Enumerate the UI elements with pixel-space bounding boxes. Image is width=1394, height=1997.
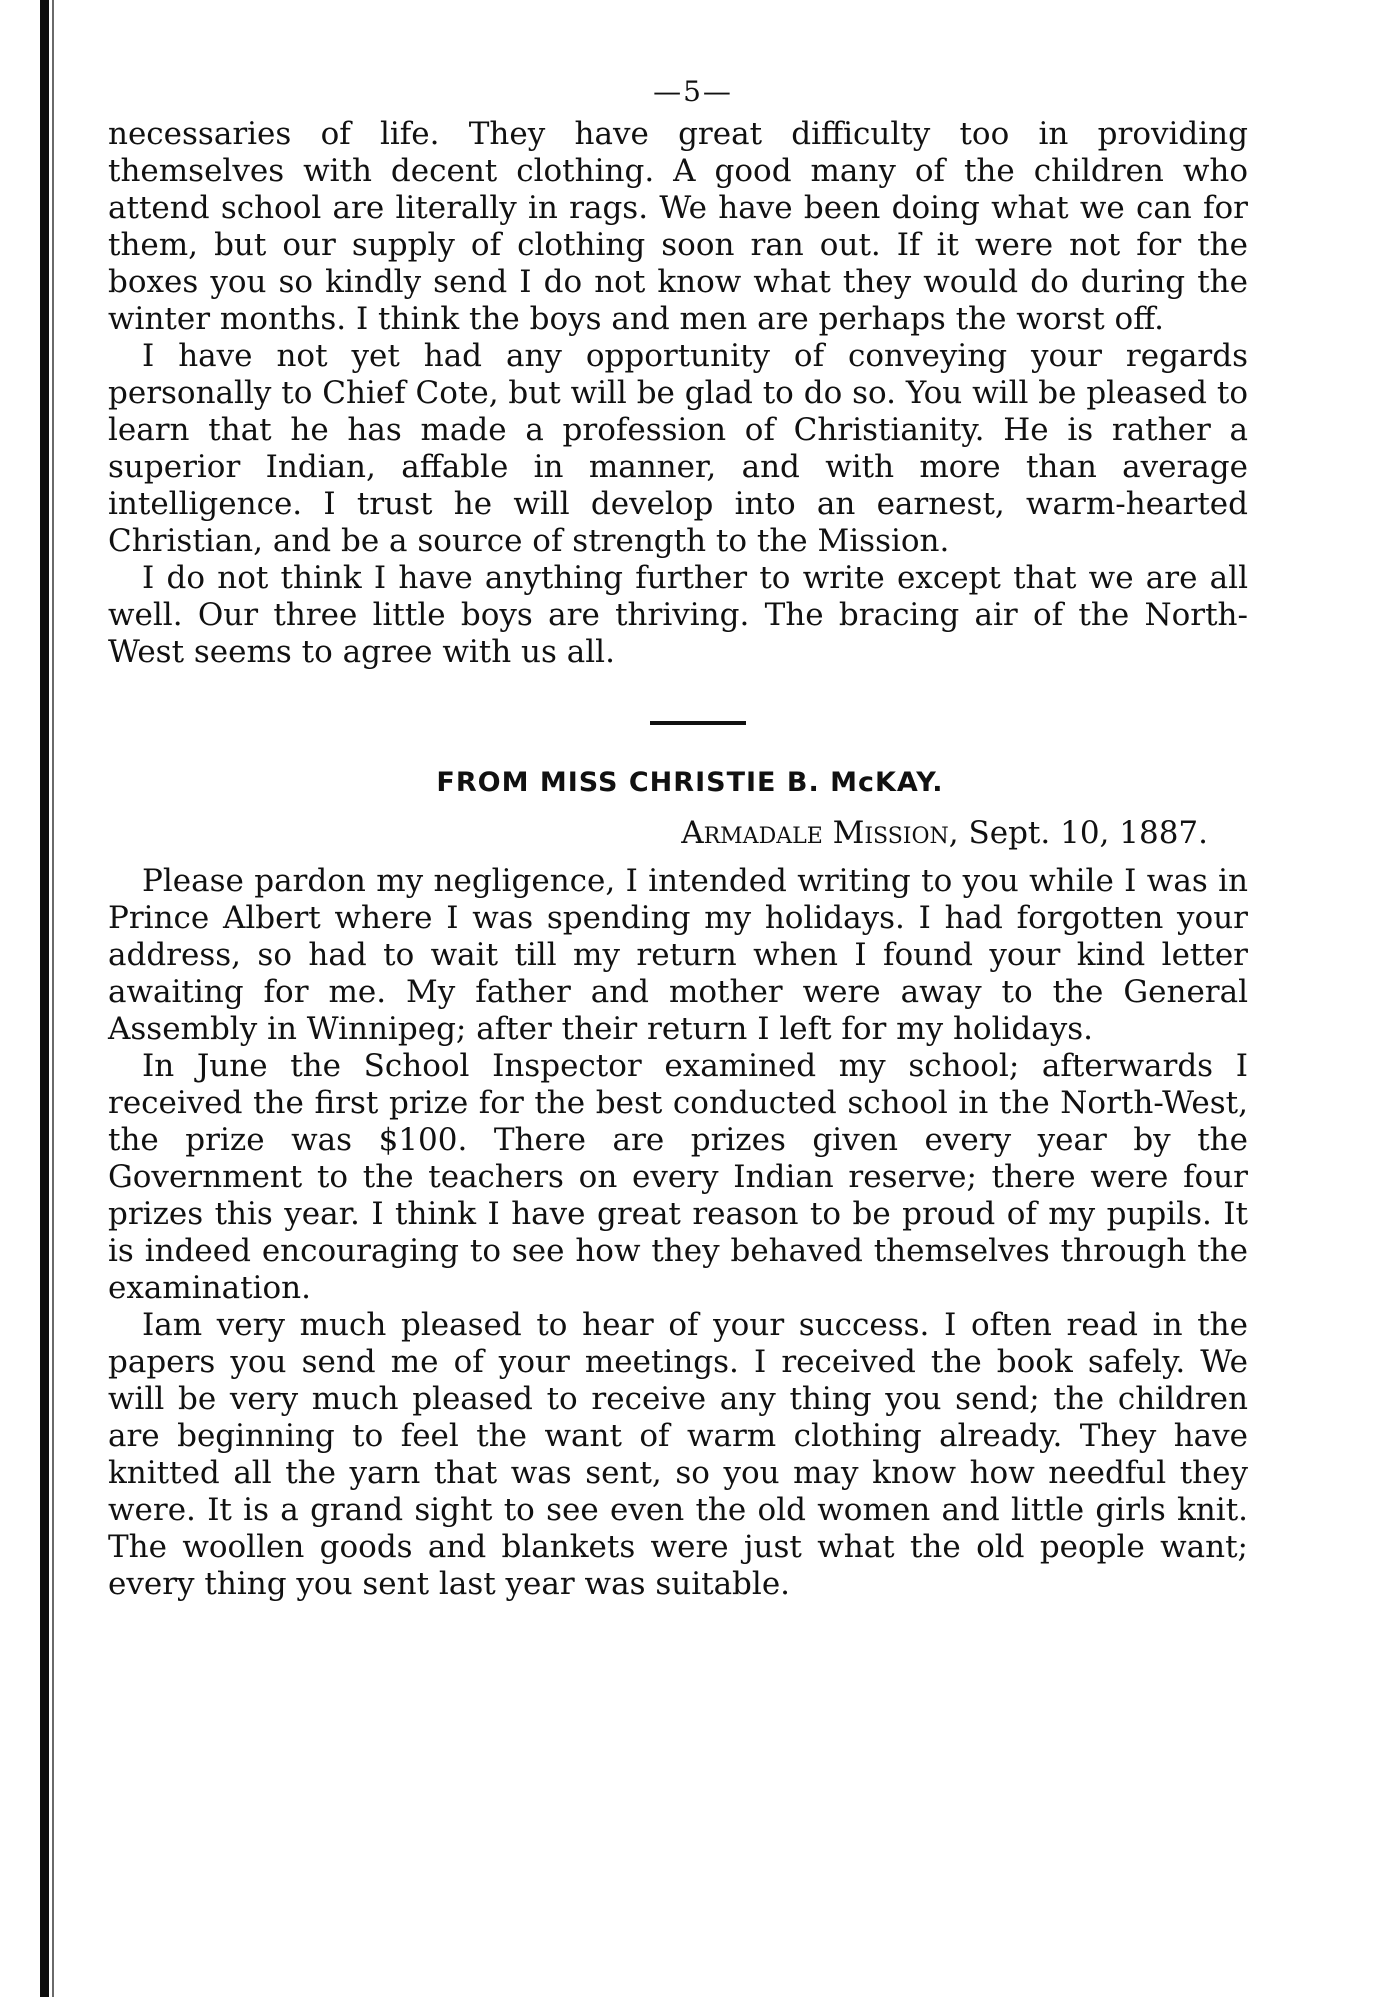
left-margin-rule-thin bbox=[52, 0, 54, 1997]
dateline bbox=[108, 813, 1208, 853]
letter-heading: FROM MISS CHRISTIE B. McKAY. bbox=[436, 767, 944, 798]
paragraph: I do not think I have anything further to write except that we are all well. Our three little boys are thriving. The bracing air of the North-West seems to agree with us all. bbox=[108, 560, 1248, 670]
document-page bbox=[108, 70, 1248, 1603]
left-margin-rule bbox=[40, 0, 49, 1997]
paragraph: In June the School Inspector examined my school; afterwards I received the first prize for the best conducted school in the North-West, the prize was $100. There are prizes given every year by the Government to the teachers on every Indian reserve; there were four prizes this year. I think I have great reason to be proud of my pupils. It is indeed encouraging to see how they behaved themselves through the examination. bbox=[108, 1048, 1248, 1306]
letter-section-2 bbox=[108, 763, 1248, 1603]
paragraph: Iam very much pleased to hear of your success. I often read in the papers you send me of your meetings. I received the book safely. We will be very much pleased to receive any thing you send; the children are beginning to feel the want of warm clothing already. They have knitted all the yarn that was sent, so you may know how needful they were. It is a grand sight to see even the old women and little girls knit. The woollen goods and blankets were just what the old people want; every thing you sent last year was suitable. bbox=[108, 1307, 1248, 1602]
section-divider bbox=[650, 721, 746, 725]
paragraph: Please pardon my negligence, I intended writing to you while I was in Prince Albert where I was spending my holidays. I had forgotten your address, so had to wait till my return when I found your kind letter awaiting for me. My father and mother were away to the General Assembly in Winnipeg; after their return I left for my holidays. bbox=[108, 863, 1248, 1047]
dateline-place: Armadale Mission, bbox=[681, 815, 959, 851]
dateline-date: Sept. 10, 1887. bbox=[968, 815, 1208, 851]
letter-section-1 bbox=[108, 116, 1248, 671]
page-number: —5— bbox=[653, 75, 733, 108]
paragraph: necessaries of life. They have great difficulty too in providing themselves with decent clothing. A good many of the children who attend school are literally in rags. We have been doing what we can for them, but our supply of clothing soon ran out. If it were not for the boxes you so kindly send I do not know what they would do during the winter months. I think the boys and men are perhaps the worst off. bbox=[108, 116, 1248, 337]
paragraph: I have not yet had any opportunity of conveying your regards personally to Chief Cote, but will be glad to do so. You will be pleased to learn that he has made a profession of Christianity. He is rather a superior Indian, affable in manner, and with more than average intelligence. I trust he will develop into an earnest, warm-hearted Christian, and be a source of strength to the Mission. bbox=[108, 338, 1248, 559]
